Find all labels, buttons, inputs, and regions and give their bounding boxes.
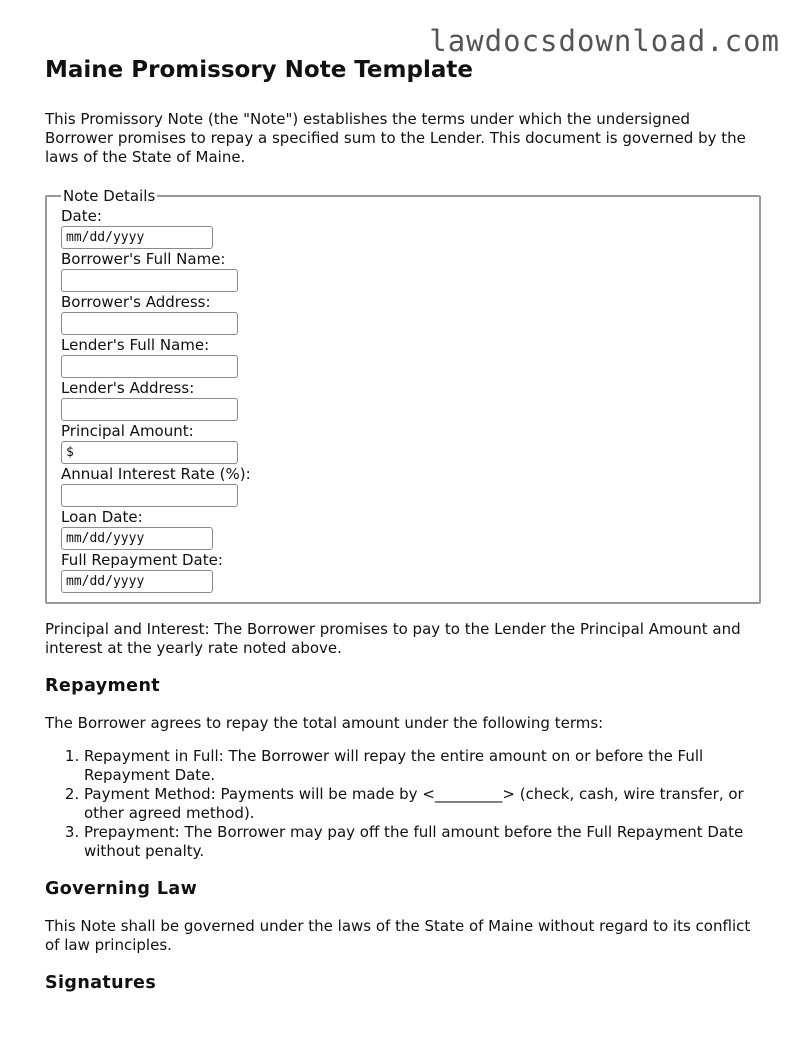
lender-address-input[interactable]	[61, 398, 238, 421]
note-details-legend: Note Details	[63, 187, 156, 205]
full-repayment-date-input[interactable]: mm/dd/yyyy	[61, 570, 213, 593]
signatures-heading: Signatures	[45, 973, 157, 993]
borrower-address-label: Borrower's Address:	[61, 293, 211, 311]
principal-interest-paragraph: Principal and Interest: The Borrower promises to pay to the Lender the Principal Amount and interest at the yearly rate noted above.	[45, 620, 741, 657]
intro-paragraph: This Promissory Note (the "Note") establishes the terms under which the undersigned Borrower promises to repay a specified sum to the Lender. This document is governed by the laws of the State of Maine.	[45, 110, 746, 166]
date-input[interactable]: mm/dd/yyyy	[61, 226, 213, 249]
principal-amount-label: Principal Amount:	[61, 422, 194, 440]
principal-amount-input[interactable]: $	[61, 441, 238, 464]
interest-rate-input[interactable]	[61, 484, 238, 507]
note-details-fieldset	[45, 189, 761, 604]
governing-law-heading: Governing Law	[45, 879, 198, 899]
lender-name-input[interactable]	[61, 355, 238, 378]
watermark: lawdocsdownload.com	[429, 24, 780, 58]
borrower-address-input[interactable]	[61, 312, 238, 335]
list-item: 2. Payment Method: Payments will be made by <_________> (check, cash, wire transfer, or other agreed method).	[84, 785, 761, 823]
borrower-name-label: Borrower's Full Name:	[61, 250, 226, 268]
date-label: Date:	[61, 207, 102, 225]
borrower-name-input[interactable]	[61, 269, 238, 292]
repayment-list	[45, 747, 761, 861]
repayment-heading: Repayment	[45, 676, 161, 696]
document	[45, 54, 761, 1011]
interest-rate-label: Annual Interest Rate (%):	[61, 465, 251, 483]
full-repayment-date-label: Full Repayment Date:	[61, 551, 223, 569]
lender-address-label: Lender's Address:	[61, 379, 195, 397]
lender-name-label: Lender's Full Name:	[61, 336, 210, 354]
repayment-lead: The Borrower agrees to repay the total amount under the following terms:	[45, 714, 604, 732]
loan-date-input[interactable]: mm/dd/yyyy	[61, 527, 213, 550]
list-item: 3. Prepayment: The Borrower may pay off the full amount before the Full Repayment Date without penalty.	[84, 823, 761, 861]
list-item: 1. Repayment in Full: The Borrower will repay the entire amount on or before the Full Repayment Date.	[84, 747, 761, 785]
loan-date-label: Loan Date:	[61, 508, 143, 526]
page-title: Maine Promissory Note Template	[45, 57, 473, 83]
governing-law-paragraph: This Note shall be governed under the laws of the State of Maine without regard to its conflict of law principles.	[45, 917, 751, 954]
